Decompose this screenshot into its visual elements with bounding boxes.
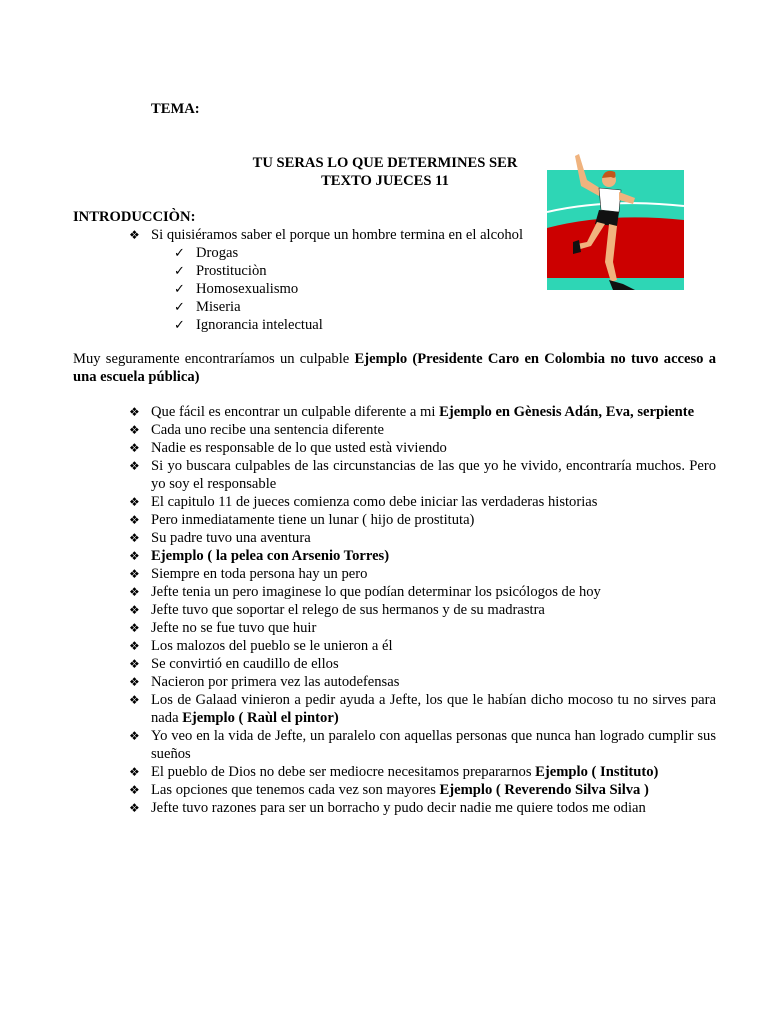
diamond-bullet-icon: ❖ [129, 459, 140, 473]
diamond-bullet-icon: ❖ [129, 549, 140, 563]
diamond-bullet-icon: ❖ [129, 657, 140, 671]
point-text: Los malozos del pueblo se le unieron a él [151, 638, 393, 654]
sermon-title: TU SERAS LO QUE DETERMINES SER [252, 155, 518, 171]
intro-bullet-text: Si quisiéramos saber el porque un hombre termina en el alcohol [151, 227, 524, 243]
point-text: El pueblo de Dios no debe ser mediocre necesitamos prepararnos [151, 764, 536, 780]
sermon-subtitle: TEXTO JUECES 11 [321, 173, 449, 189]
intro-heading: INTRODUCCIÒN: [73, 209, 196, 225]
diamond-bullet-icon: ❖ [129, 603, 140, 617]
diamond-bullet-icon: ❖ [129, 405, 140, 419]
point-item [129, 439, 716, 457]
point-text: El capitulo 11 de jueces comienza como debe iniciar las verdaderas historias [151, 494, 598, 510]
intro-bullet [129, 226, 523, 244]
point-example: Ejemplo ( Raùl el pintor) [182, 710, 339, 726]
point-item [129, 691, 716, 727]
diamond-bullet-icon: ❖ [129, 621, 140, 635]
checklist-item-text: Homosexualismo [196, 281, 299, 297]
diamond-bullet-icon: ❖ [129, 693, 140, 707]
point-text: Jefte no se fue tuvo que huir [151, 620, 317, 636]
point-example: Ejemplo en Gènesis Adán, Eva, serpiente [439, 404, 695, 420]
diamond-bullet-icon: ❖ [129, 423, 140, 437]
checklist-item-text: Ignorancia intelectual [196, 317, 323, 333]
point-text: Nacieron por primera vez las autodefensas [151, 674, 400, 690]
point-item [129, 529, 716, 547]
point-example: Ejemplo ( la pelea con Arsenio Torres) [151, 548, 390, 564]
point-text: Que fácil es encontrar un culpable diferente a mi [151, 404, 440, 420]
tema-heading: TEMA: [151, 101, 200, 117]
point-item [129, 547, 716, 565]
checkmark-icon: ✓ [174, 246, 185, 261]
diamond-bullet-icon: ❖ [129, 567, 140, 581]
checklist [174, 244, 323, 334]
point-item [129, 511, 716, 529]
point-item [129, 727, 716, 763]
point-text: Jefte tuvo razones para ser un borracho y pudo decir nadie me quiere todos me odian [151, 800, 646, 816]
diamond-bullet-icon: ❖ [129, 228, 140, 242]
checklist-item-text: Miseria [196, 299, 241, 315]
diamond-bullet-icon: ❖ [129, 729, 140, 743]
points-list [129, 403, 716, 817]
point-item [129, 655, 716, 673]
checkmark-icon: ✓ [174, 300, 185, 315]
diamond-bullet-icon: ❖ [129, 639, 140, 653]
paragraph-example: Ejemplo (Presidente Caro en Colombia no tuvo acceso a una escuela pública) [73, 351, 716, 385]
checklist-item-text: Prostituciòn [196, 263, 267, 279]
diamond-bullet-icon: ❖ [129, 513, 140, 527]
diamond-bullet-icon: ❖ [129, 783, 140, 797]
title-block [200, 154, 570, 190]
point-item [129, 637, 716, 655]
point-item [129, 403, 716, 421]
point-text: Jefte tuvo que soportar el relego de sus hermanos y de su madrastra [151, 602, 545, 618]
point-text: Se convirtió en caudillo de ellos [151, 656, 339, 672]
runner-clipart-icon [547, 150, 684, 290]
point-text: Si yo buscara culpables de las circunstancias de las que yo he vivido, encontraría muchos. Pero yo soy el responsable [151, 458, 716, 492]
checklist-item-text: Drogas [196, 245, 239, 261]
point-text: Pero inmediatamente tiene un lunar ( hijo de prostituta) [151, 512, 475, 528]
paragraph-text: Muy seguramente encontraríamos un culpable [73, 351, 355, 367]
checklist-item [174, 298, 323, 316]
point-example: Ejemplo ( Instituto) [535, 764, 659, 780]
point-example: Ejemplo ( Reverendo Silva Silva ) [439, 782, 649, 798]
point-text: Su padre tuvo una aventura [151, 530, 311, 546]
diamond-bullet-icon: ❖ [129, 585, 140, 599]
point-item [129, 421, 716, 439]
point-item [129, 799, 716, 817]
point-item [129, 763, 716, 781]
diamond-bullet-icon: ❖ [129, 675, 140, 689]
intro-paragraph [73, 350, 716, 386]
checklist-item [174, 280, 323, 298]
point-text: Los de Galaad vinieron a pedir ayuda a Jefte, los que le habían dicho mocoso tu no sirves para nada [151, 692, 716, 726]
point-item [129, 457, 716, 493]
point-item [129, 583, 716, 601]
point-text: Nadie es responsable de lo que usted està viviendo [151, 440, 447, 456]
point-item [129, 619, 716, 637]
point-text: Jefte tenia un pero imaginese lo que podían determinar los psicólogos de hoy [151, 584, 601, 600]
checklist-item [174, 244, 323, 262]
point-item [129, 493, 716, 511]
diamond-bullet-icon: ❖ [129, 765, 140, 779]
point-text: Siempre en toda persona hay un pero [151, 566, 368, 582]
runner-shirt [599, 188, 621, 212]
diamond-bullet-icon: ❖ [129, 801, 140, 815]
checkmark-icon: ✓ [174, 264, 185, 279]
point-text: Las opciones que tenemos cada vez son mayores [151, 782, 440, 798]
checklist-item [174, 316, 323, 334]
diamond-bullet-icon: ❖ [129, 495, 140, 509]
point-item [129, 601, 716, 619]
checkmark-icon: ✓ [174, 318, 185, 333]
point-text: Yo veo en la vida de Jefte, un paralelo con aquellas personas que nunca han logrado cumplir sus sueños [151, 728, 716, 762]
point-item [129, 673, 716, 691]
diamond-bullet-icon: ❖ [129, 441, 140, 455]
point-item [129, 781, 716, 799]
checklist-item [174, 262, 323, 280]
diamond-bullet-icon: ❖ [129, 531, 140, 545]
point-item [129, 565, 716, 583]
point-text: Cada uno recibe una sentencia diferente [151, 422, 384, 438]
checkmark-icon: ✓ [174, 282, 185, 297]
